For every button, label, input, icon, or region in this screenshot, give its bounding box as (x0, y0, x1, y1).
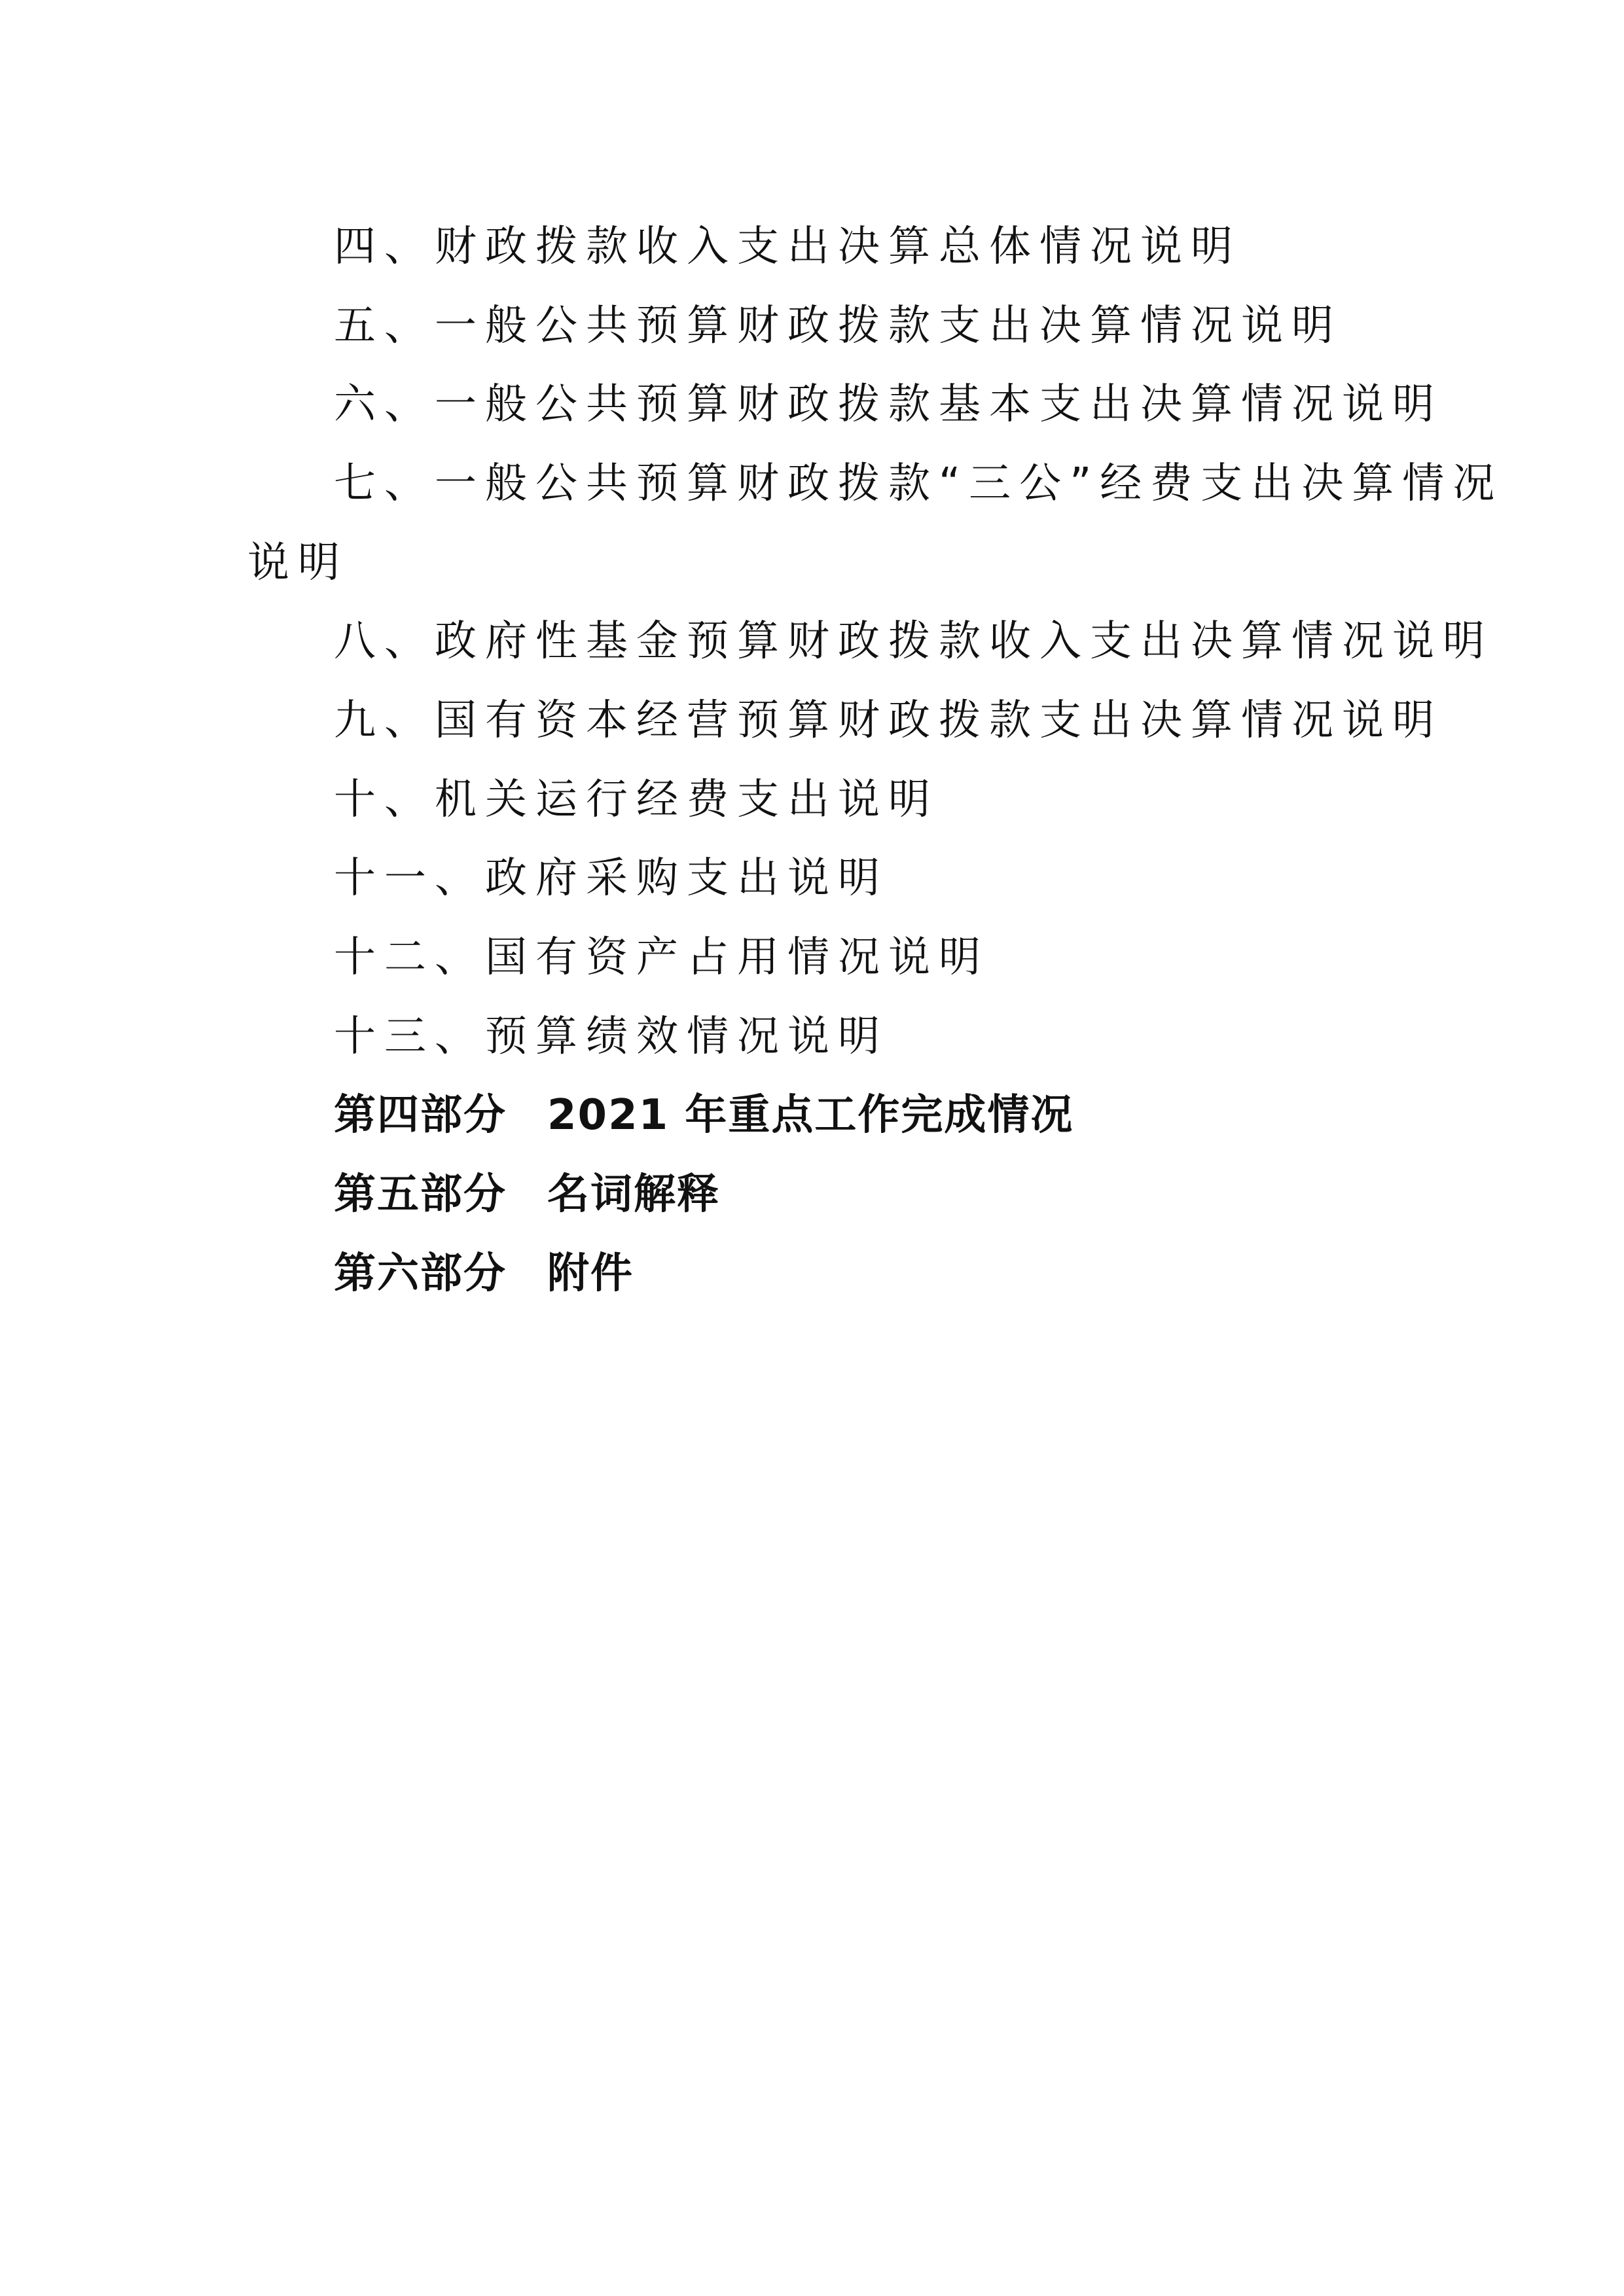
toc-item-10: 十、机关运行经费支出说明 (334, 776, 939, 824)
part-label: 第四部分 (334, 1091, 507, 1139)
toc-item-5: 五、一般公共预算财政拨款支出决算情况说明 (334, 302, 1342, 350)
toc-part-5 (334, 1168, 720, 1221)
toc-item-11: 十一、政府采购支出说明 (334, 854, 888, 903)
toc-part-6 (334, 1247, 634, 1300)
toc-item-7: 七、一般公共预算财政拨款“三公”经费支出决算情况 (334, 459, 1504, 508)
toc-item-8: 八、政府性基金预算财政拨款收入支出决算情况说明 (334, 617, 1493, 666)
toc-item-6: 六、一般公共预算财政拨款基本支出决算情况说明 (334, 380, 1443, 429)
toc-item-9: 九、国有资本经营预算财政拨款支出决算情况说明 (334, 696, 1443, 745)
part-title: 附件 (547, 1249, 634, 1298)
toc-item-12: 十二、国有资产占用情况说明 (334, 933, 989, 982)
part-title: 名词解释 (547, 1170, 720, 1219)
part-title: 2021 年重点工作完成情况 (547, 1091, 1074, 1139)
toc-item-7-continuation: 说明 (247, 539, 348, 587)
toc-item-4: 四、财政拨款收入支出决算总体情况说明 (334, 223, 1241, 271)
part-label: 第六部分 (334, 1249, 507, 1298)
part-label: 第五部分 (334, 1170, 507, 1219)
toc-item-13: 十三、预算绩效情况说明 (334, 1013, 888, 1061)
toc-part-4 (334, 1089, 1074, 1141)
